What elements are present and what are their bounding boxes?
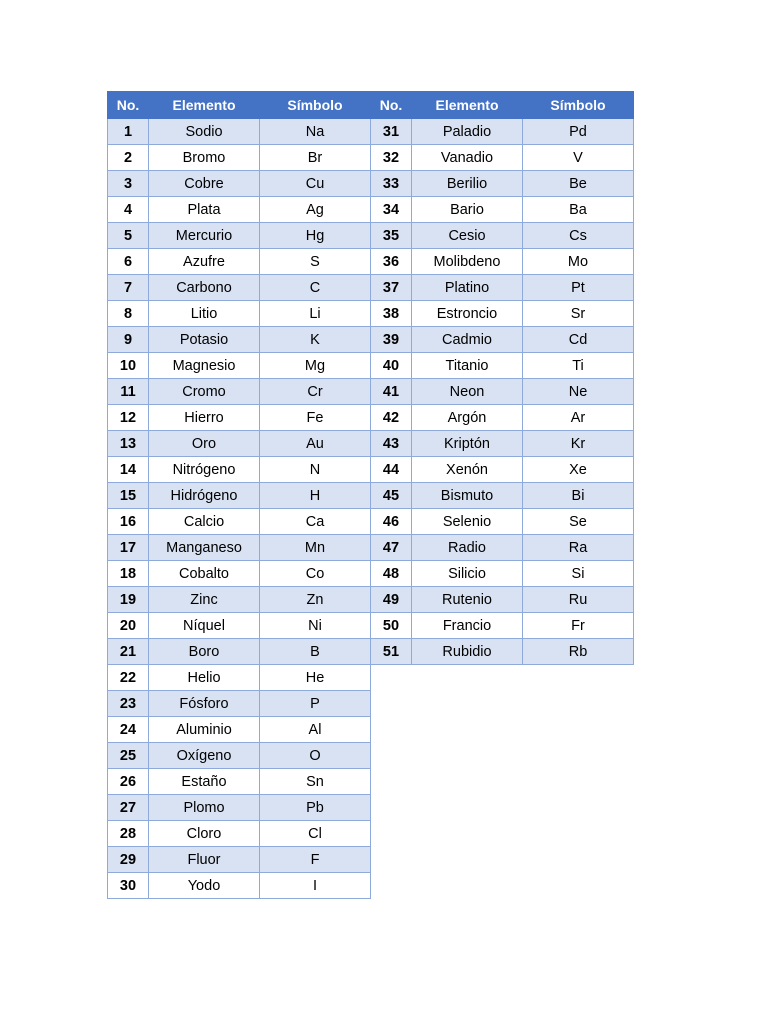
- cell-number: 10: [108, 353, 149, 379]
- cell-number: 21: [108, 639, 149, 665]
- cell-number: 8: [108, 301, 149, 327]
- table-row: [371, 275, 634, 301]
- cell-number: 34: [371, 197, 412, 223]
- cell-number: 51: [371, 639, 412, 665]
- table-row: [108, 379, 371, 405]
- cell-symbol: Bi: [523, 483, 634, 509]
- cell-number: 26: [108, 769, 149, 795]
- table-row: [108, 847, 371, 873]
- cell-element-name: Cloro: [149, 821, 260, 847]
- cell-element-name: Argón: [412, 405, 523, 431]
- cell-symbol: P: [260, 691, 371, 717]
- cell-number: 35: [371, 223, 412, 249]
- header-elemento: Elemento: [149, 92, 260, 119]
- cell-element-name: Xenón: [412, 457, 523, 483]
- cell-element-name: Francio: [412, 613, 523, 639]
- table-row: [108, 145, 371, 171]
- table-row: [371, 119, 634, 145]
- table-row: [371, 197, 634, 223]
- cell-symbol: Ba: [523, 197, 634, 223]
- cell-element-name: Potasio: [149, 327, 260, 353]
- header-simbolo: Símbolo: [260, 92, 371, 119]
- cell-symbol: Ne: [523, 379, 634, 405]
- cell-symbol: K: [260, 327, 371, 353]
- cell-number: 22: [108, 665, 149, 691]
- cell-symbol: H: [260, 483, 371, 509]
- cell-number: 14: [108, 457, 149, 483]
- cell-symbol: Sr: [523, 301, 634, 327]
- cell-number: 50: [371, 613, 412, 639]
- cell-symbol: Br: [260, 145, 371, 171]
- cell-element-name: Carbono: [149, 275, 260, 301]
- table-header-row: [371, 92, 634, 119]
- cell-number: 36: [371, 249, 412, 275]
- cell-element-name: Mercurio: [149, 223, 260, 249]
- cell-element-name: Plata: [149, 197, 260, 223]
- cell-number: 13: [108, 431, 149, 457]
- cell-element-name: Manganeso: [149, 535, 260, 561]
- cell-symbol: Zn: [260, 587, 371, 613]
- cell-element-name: Cobalto: [149, 561, 260, 587]
- table-row: [371, 561, 634, 587]
- table-row: [108, 405, 371, 431]
- table-row: [108, 795, 371, 821]
- cell-element-name: Cadmio: [412, 327, 523, 353]
- cell-element-name: Kriptón: [412, 431, 523, 457]
- cell-symbol: Be: [523, 171, 634, 197]
- cell-element-name: Helio: [149, 665, 260, 691]
- cell-number: 4: [108, 197, 149, 223]
- cell-element-name: Níquel: [149, 613, 260, 639]
- cell-symbol: Al: [260, 717, 371, 743]
- cell-symbol: Au: [260, 431, 371, 457]
- elements-table-left: [107, 91, 371, 899]
- cell-number: 3: [108, 171, 149, 197]
- cell-element-name: Hierro: [149, 405, 260, 431]
- table-row: [371, 145, 634, 171]
- cell-symbol: Ar: [523, 405, 634, 431]
- cell-number: 11: [108, 379, 149, 405]
- cell-element-name: Titanio: [412, 353, 523, 379]
- cell-symbol: Ag: [260, 197, 371, 223]
- cell-number: 43: [371, 431, 412, 457]
- cell-element-name: Cromo: [149, 379, 260, 405]
- cell-symbol: Ca: [260, 509, 371, 535]
- table-row: [371, 379, 634, 405]
- cell-symbol: Mn: [260, 535, 371, 561]
- cell-element-name: Zinc: [149, 587, 260, 613]
- table-row: [108, 561, 371, 587]
- cell-element-name: Calcio: [149, 509, 260, 535]
- header-simbolo: Símbolo: [523, 92, 634, 119]
- table-row: [108, 873, 371, 899]
- table-row: [108, 691, 371, 717]
- table-row: [108, 353, 371, 379]
- table-row: [371, 613, 634, 639]
- cell-symbol: Ru: [523, 587, 634, 613]
- cell-element-name: Yodo: [149, 873, 260, 899]
- cell-symbol: Cd: [523, 327, 634, 353]
- cell-element-name: Aluminio: [149, 717, 260, 743]
- table-row: [371, 405, 634, 431]
- table-row: [371, 509, 634, 535]
- table-row: [108, 587, 371, 613]
- cell-number: 31: [371, 119, 412, 145]
- cell-symbol: V: [523, 145, 634, 171]
- cell-number: 32: [371, 145, 412, 171]
- cell-number: 18: [108, 561, 149, 587]
- cell-symbol: Xe: [523, 457, 634, 483]
- cell-symbol: O: [260, 743, 371, 769]
- cell-symbol: Na: [260, 119, 371, 145]
- cell-symbol: Cs: [523, 223, 634, 249]
- cell-element-name: Neon: [412, 379, 523, 405]
- cell-element-name: Radio: [412, 535, 523, 561]
- cell-element-name: Berilio: [412, 171, 523, 197]
- cell-element-name: Fósforo: [149, 691, 260, 717]
- cell-number: 28: [108, 821, 149, 847]
- cell-number: 1: [108, 119, 149, 145]
- cell-number: 27: [108, 795, 149, 821]
- cell-number: 15: [108, 483, 149, 509]
- cell-symbol: Si: [523, 561, 634, 587]
- cell-element-name: Azufre: [149, 249, 260, 275]
- cell-symbol: He: [260, 665, 371, 691]
- cell-symbol: C: [260, 275, 371, 301]
- cell-element-name: Hidrógeno: [149, 483, 260, 509]
- cell-number: 44: [371, 457, 412, 483]
- table-row: [371, 171, 634, 197]
- table-row: [371, 223, 634, 249]
- cell-number: 46: [371, 509, 412, 535]
- table-row: [108, 769, 371, 795]
- table-row: [371, 639, 634, 665]
- cell-element-name: Cesio: [412, 223, 523, 249]
- cell-number: 23: [108, 691, 149, 717]
- cell-number: 20: [108, 613, 149, 639]
- cell-element-name: Oxígeno: [149, 743, 260, 769]
- cell-symbol: Fr: [523, 613, 634, 639]
- cell-symbol: Mg: [260, 353, 371, 379]
- table-header-row: [108, 92, 371, 119]
- cell-element-name: Selenio: [412, 509, 523, 535]
- table-row: [108, 613, 371, 639]
- table-row: [108, 535, 371, 561]
- cell-symbol: Pd: [523, 119, 634, 145]
- cell-number: 41: [371, 379, 412, 405]
- cell-number: 6: [108, 249, 149, 275]
- table-row: [371, 535, 634, 561]
- table-row: [108, 223, 371, 249]
- cell-symbol: Fe: [260, 405, 371, 431]
- table-row: [371, 353, 634, 379]
- cell-symbol: Sn: [260, 769, 371, 795]
- cell-number: 42: [371, 405, 412, 431]
- cell-number: 38: [371, 301, 412, 327]
- cell-number: 7: [108, 275, 149, 301]
- table-row: [108, 197, 371, 223]
- cell-symbol: Kr: [523, 431, 634, 457]
- table-row: [371, 301, 634, 327]
- cell-element-name: Estroncio: [412, 301, 523, 327]
- cell-element-name: Magnesio: [149, 353, 260, 379]
- cell-number: 2: [108, 145, 149, 171]
- cell-symbol: Mo: [523, 249, 634, 275]
- cell-element-name: Boro: [149, 639, 260, 665]
- cell-symbol: Ti: [523, 353, 634, 379]
- cell-symbol: S: [260, 249, 371, 275]
- table-row: [371, 249, 634, 275]
- cell-symbol: Cr: [260, 379, 371, 405]
- table-row: [371, 327, 634, 353]
- table-row: [371, 431, 634, 457]
- table-row: [108, 171, 371, 197]
- table-row: [108, 327, 371, 353]
- cell-symbol: Cl: [260, 821, 371, 847]
- cell-element-name: Silicio: [412, 561, 523, 587]
- cell-element-name: Bismuto: [412, 483, 523, 509]
- cell-symbol: F: [260, 847, 371, 873]
- cell-element-name: Rutenio: [412, 587, 523, 613]
- cell-element-name: Fluor: [149, 847, 260, 873]
- table-row: [108, 119, 371, 145]
- cell-symbol: B: [260, 639, 371, 665]
- cell-element-name: Sodio: [149, 119, 260, 145]
- cell-symbol: I: [260, 873, 371, 899]
- elements-table-right: [370, 91, 634, 665]
- cell-element-name: Litio: [149, 301, 260, 327]
- table-row: [108, 301, 371, 327]
- cell-element-name: Rubidio: [412, 639, 523, 665]
- cell-symbol: Pt: [523, 275, 634, 301]
- cell-number: 5: [108, 223, 149, 249]
- table-row: [371, 483, 634, 509]
- cell-number: 48: [371, 561, 412, 587]
- cell-symbol: Cu: [260, 171, 371, 197]
- cell-symbol: N: [260, 457, 371, 483]
- table-row: [108, 249, 371, 275]
- cell-number: 16: [108, 509, 149, 535]
- cell-element-name: Nitrógeno: [149, 457, 260, 483]
- cell-element-name: Oro: [149, 431, 260, 457]
- cell-element-name: Estaño: [149, 769, 260, 795]
- cell-element-name: Vanadio: [412, 145, 523, 171]
- cell-number: 17: [108, 535, 149, 561]
- cell-number: 29: [108, 847, 149, 873]
- cell-element-name: Bromo: [149, 145, 260, 171]
- cell-number: 45: [371, 483, 412, 509]
- cell-number: 9: [108, 327, 149, 353]
- header-elemento: Elemento: [412, 92, 523, 119]
- cell-symbol: Co: [260, 561, 371, 587]
- cell-symbol: Li: [260, 301, 371, 327]
- cell-number: 33: [371, 171, 412, 197]
- table-row: [371, 587, 634, 613]
- table-row: [371, 457, 634, 483]
- table-row: [108, 275, 371, 301]
- cell-number: 25: [108, 743, 149, 769]
- cell-number: 39: [371, 327, 412, 353]
- cell-number: 40: [371, 353, 412, 379]
- cell-number: 47: [371, 535, 412, 561]
- cell-number: 30: [108, 873, 149, 899]
- table-row: [108, 431, 371, 457]
- table-row: [108, 665, 371, 691]
- cell-number: 49: [371, 587, 412, 613]
- table-row: [108, 483, 371, 509]
- cell-symbol: Hg: [260, 223, 371, 249]
- table-row: [108, 717, 371, 743]
- cell-number: 37: [371, 275, 412, 301]
- cell-number: 24: [108, 717, 149, 743]
- cell-symbol: Pb: [260, 795, 371, 821]
- table-row: [108, 509, 371, 535]
- cell-element-name: Molibdeno: [412, 249, 523, 275]
- table-row: [108, 457, 371, 483]
- cell-number: 12: [108, 405, 149, 431]
- table-row: [108, 743, 371, 769]
- cell-element-name: Platino: [412, 275, 523, 301]
- table-row: [108, 821, 371, 847]
- cell-symbol: Se: [523, 509, 634, 535]
- header-no: No.: [108, 92, 149, 119]
- cell-number: 19: [108, 587, 149, 613]
- cell-symbol: Ra: [523, 535, 634, 561]
- header-no: No.: [371, 92, 412, 119]
- cell-element-name: Bario: [412, 197, 523, 223]
- cell-symbol: Rb: [523, 639, 634, 665]
- table-row: [108, 639, 371, 665]
- cell-element-name: Paladio: [412, 119, 523, 145]
- cell-symbol: Ni: [260, 613, 371, 639]
- cell-element-name: Plomo: [149, 795, 260, 821]
- cell-element-name: Cobre: [149, 171, 260, 197]
